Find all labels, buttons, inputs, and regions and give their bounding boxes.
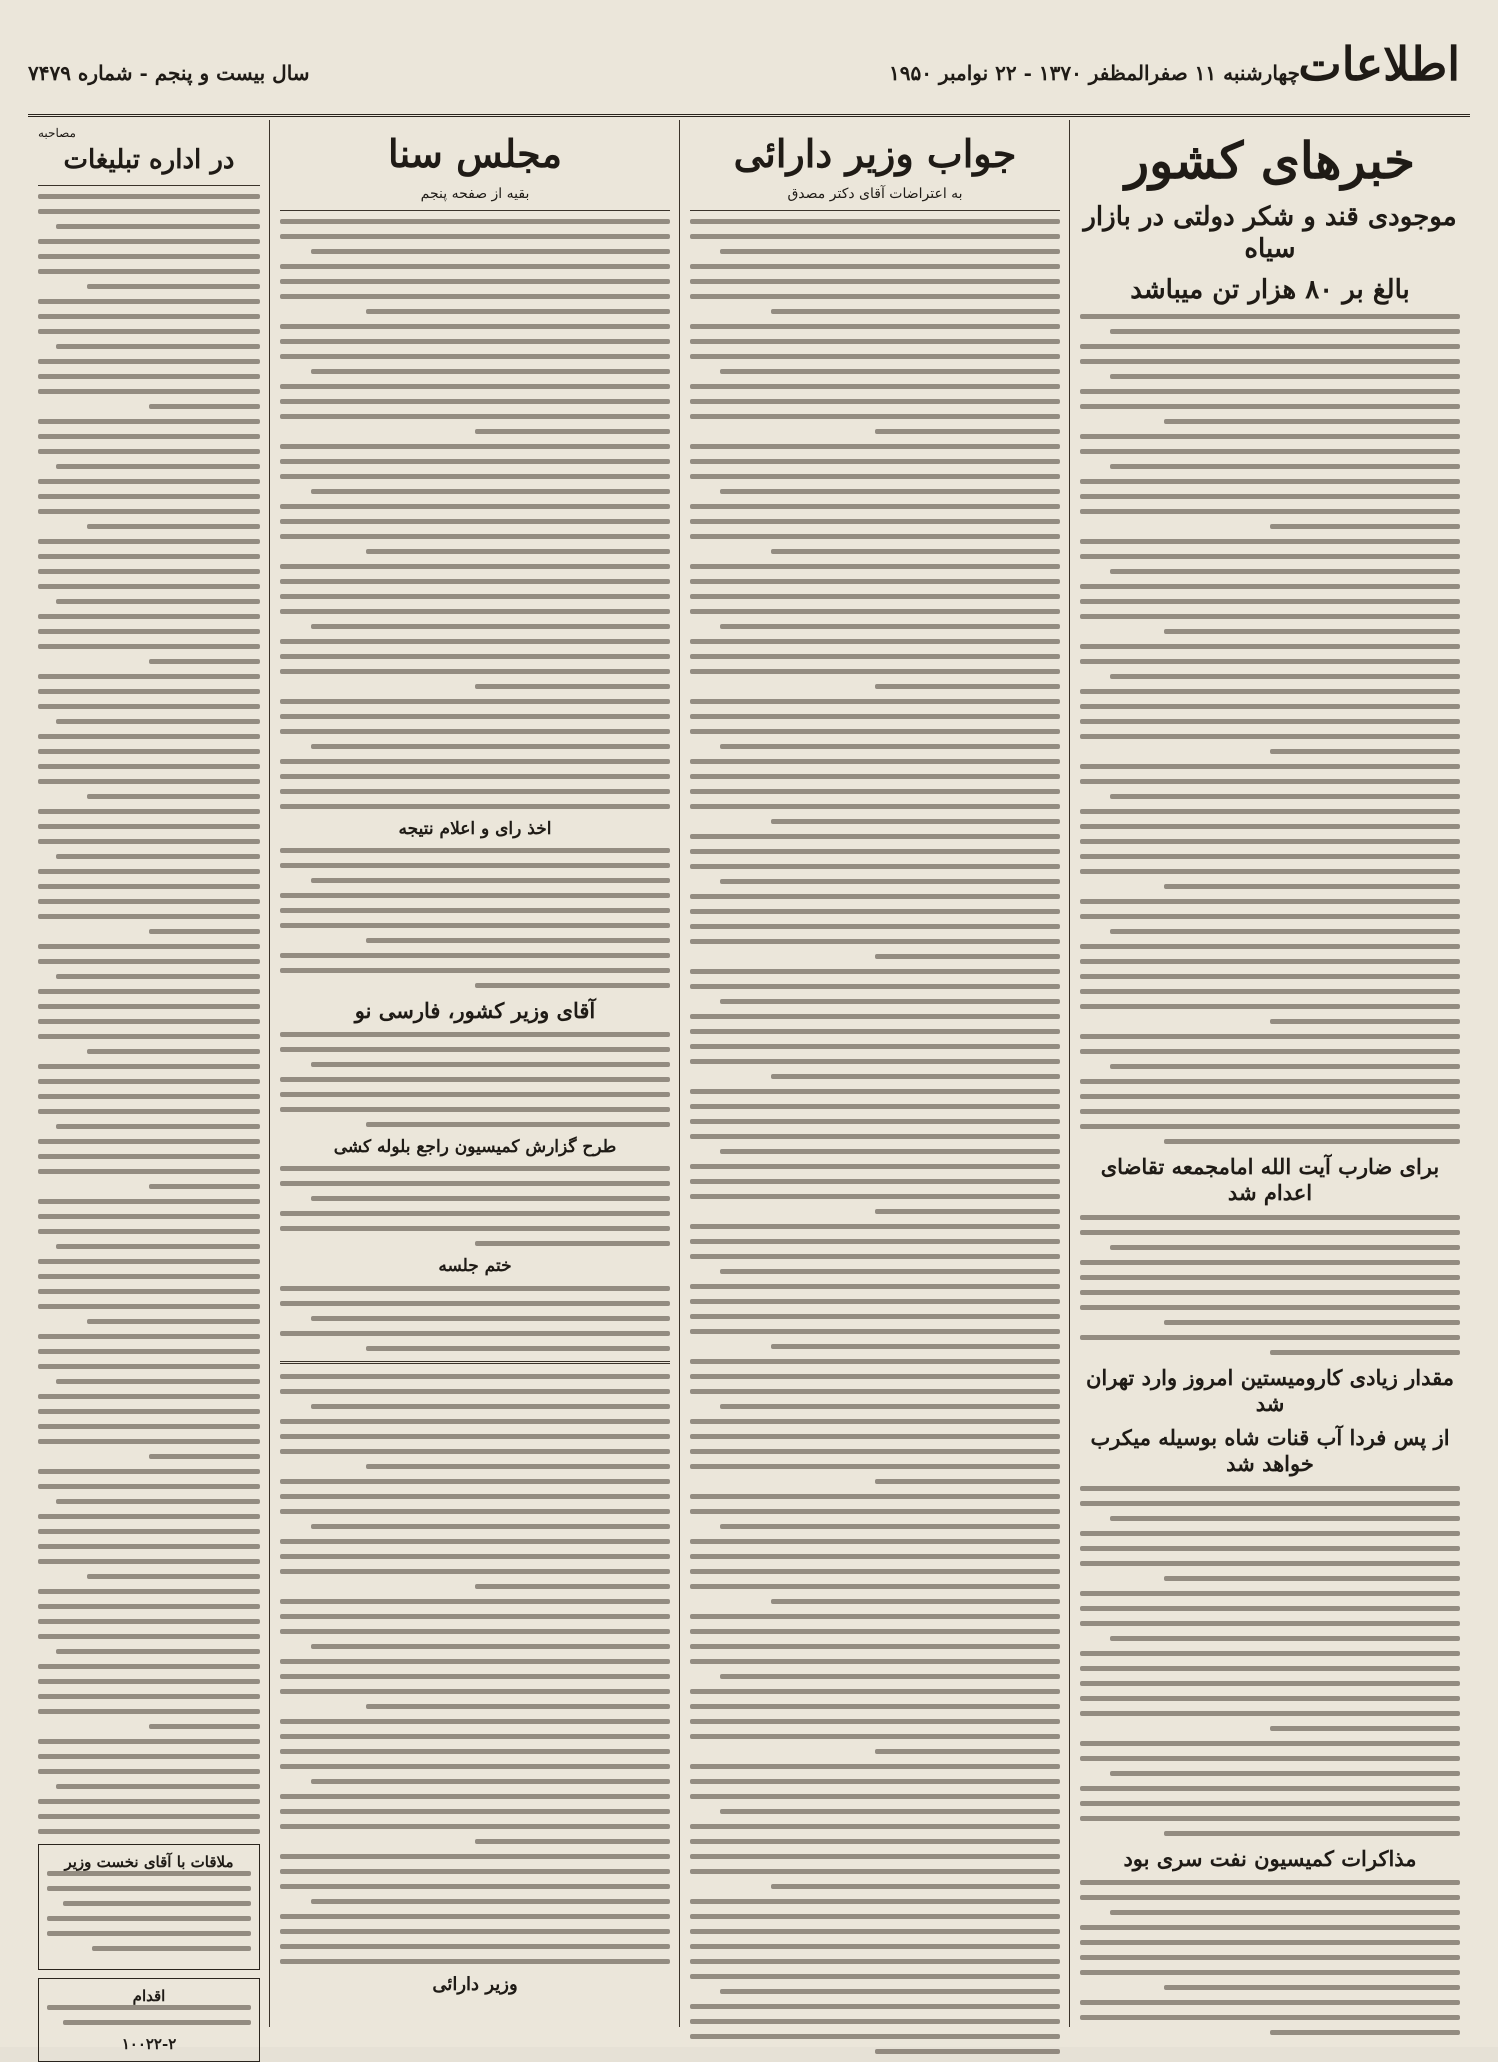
- senate-headline: مجلس سنا: [387, 131, 563, 176]
- notice-box: [38, 1978, 260, 2062]
- country-news-headline: خبرهای کشور: [1124, 131, 1416, 190]
- senate-text-2: [280, 848, 670, 988]
- column-finance-reply: [679, 120, 1070, 2027]
- oil-commission-text: [1080, 1880, 1460, 2035]
- senate-text-4: [280, 1166, 670, 1246]
- oil-commission-headline: مذاکرات کمیسیون نفت سری بود: [1123, 1845, 1417, 1871]
- finance-reply-headline: جواب وزیر دارائی: [733, 131, 1017, 176]
- interior-minister-headline: آقای وزیر کشور، فارسی نو: [354, 997, 596, 1023]
- column-senate: [269, 120, 680, 2027]
- senate-byline: بقیه از صفحه پنجم: [420, 185, 530, 202]
- finance-reply-byline: به اعتراضات آقای دکتر مصدق: [787, 185, 963, 202]
- pm-meeting-box: [38, 1844, 260, 1970]
- senate-text-5: [280, 1286, 670, 1351]
- medicine-headline: مقدار زیادی کارومیستین امروز وارد تهران شد: [1085, 1364, 1455, 1416]
- dateline: [28, 58, 1300, 88]
- article-signature: وزیر دارائی: [432, 1973, 518, 1995]
- columns: [28, 120, 1470, 2053]
- issue-number: سال بیست و پنجم - شماره ۷۴۷۹: [28, 61, 310, 85]
- assassin-headline: برای ضارب آیت الله امامجمعه تقاضای اعدام شد: [1100, 1154, 1440, 1206]
- notice-title: اقدام: [132, 1986, 166, 2005]
- assassin-article-text: [1080, 1215, 1460, 1355]
- propaganda-office-headline: در اداره تبلیغات: [63, 145, 235, 175]
- notice-number: ۱۰۰۲۲-۲: [121, 2034, 177, 2053]
- sugar-article-text: [1080, 314, 1460, 1144]
- column-country-news: [1069, 120, 1470, 2027]
- finance-reply-continued-text: [280, 1374, 670, 1964]
- water-article-text: [1080, 1486, 1460, 1836]
- sugar-headline: موجودی قند و شکر دولتی در بازار سیاه: [1083, 201, 1457, 264]
- finance-reply-text: [690, 219, 1060, 2054]
- session-end-headline: ختم جلسه: [438, 1256, 512, 1277]
- sugar-subheadline: بالغ بر ۸۰ هزار تن میباشد: [1130, 274, 1410, 305]
- pipeline-report-headline: طرح گزارش کمیسیون راجع بلوله کشی: [333, 1137, 617, 1157]
- interview-kicker: مصاحبه: [38, 126, 76, 140]
- senate-text-3: [280, 1032, 670, 1127]
- senate-text-1: [280, 219, 670, 809]
- column-propaganda-office: [28, 120, 270, 2053]
- water-headline: از پس فردا آب قنات شاه بوسیله میکرب خواهد شد: [1090, 1425, 1450, 1477]
- propaganda-office-text: [38, 194, 260, 1834]
- issue-date: چهارشنبه ۱۱ صفرالمظفر ۱۳۷۰ - ۲۲ نوامبر ۱۹۵۰: [888, 61, 1300, 85]
- newspaper-logo: اطلاعات: [1298, 37, 1460, 91]
- vote-headline: اخذ رای و اعلام نتیجه: [398, 818, 552, 839]
- masthead: [28, 18, 1470, 117]
- pm-meeting-title: ملاقات با آقای نخست وزیر: [64, 1852, 234, 1871]
